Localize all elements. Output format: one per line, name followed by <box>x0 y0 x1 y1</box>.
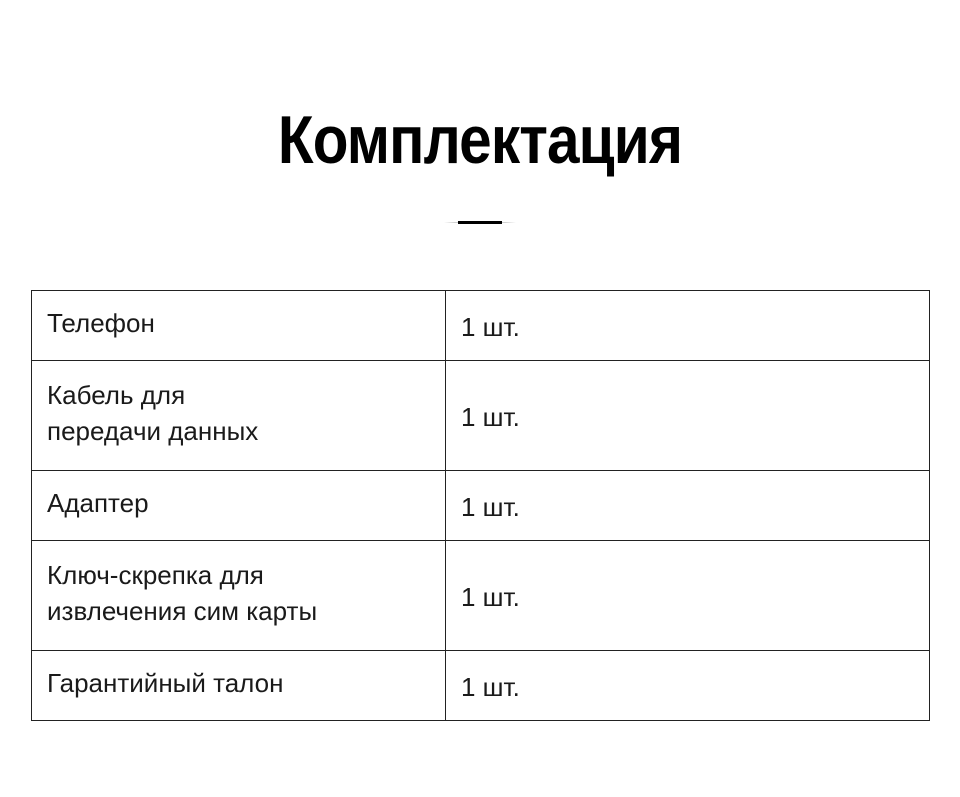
item-name-cell <box>32 361 446 471</box>
item-qty: 1 шт. <box>461 311 520 342</box>
item-qty-cell <box>446 471 930 541</box>
item-qty-cell <box>446 651 930 721</box>
item-name-cell <box>32 471 446 541</box>
item-qty: 1 шт. <box>461 671 520 702</box>
table-row <box>32 291 930 361</box>
table-row <box>32 541 930 651</box>
item-qty: 1 шт. <box>461 491 520 522</box>
item-name: Гарантийный талон <box>47 667 284 698</box>
item-name-cell <box>32 291 446 361</box>
item-name: Ключ-скрепка для извлечения сим карты <box>47 559 318 626</box>
table-row <box>32 651 930 721</box>
page-title: Комплектация <box>277 102 683 178</box>
item-qty-cell <box>446 541 930 651</box>
table-row <box>32 361 930 471</box>
item-name: Телефон <box>47 307 155 338</box>
item-qty: 1 шт. <box>461 581 520 612</box>
title-divider-accent <box>458 221 502 224</box>
item-qty: 1 шт. <box>461 401 520 432</box>
item-name: Адаптер <box>47 487 149 518</box>
item-name-cell <box>32 541 446 651</box>
item-qty-cell <box>446 291 930 361</box>
item-qty-cell <box>446 361 930 471</box>
item-name-cell <box>32 651 446 721</box>
package-contents-table <box>31 290 930 721</box>
item-name: Кабель для передачи данных <box>47 379 259 446</box>
table-row <box>32 471 930 541</box>
